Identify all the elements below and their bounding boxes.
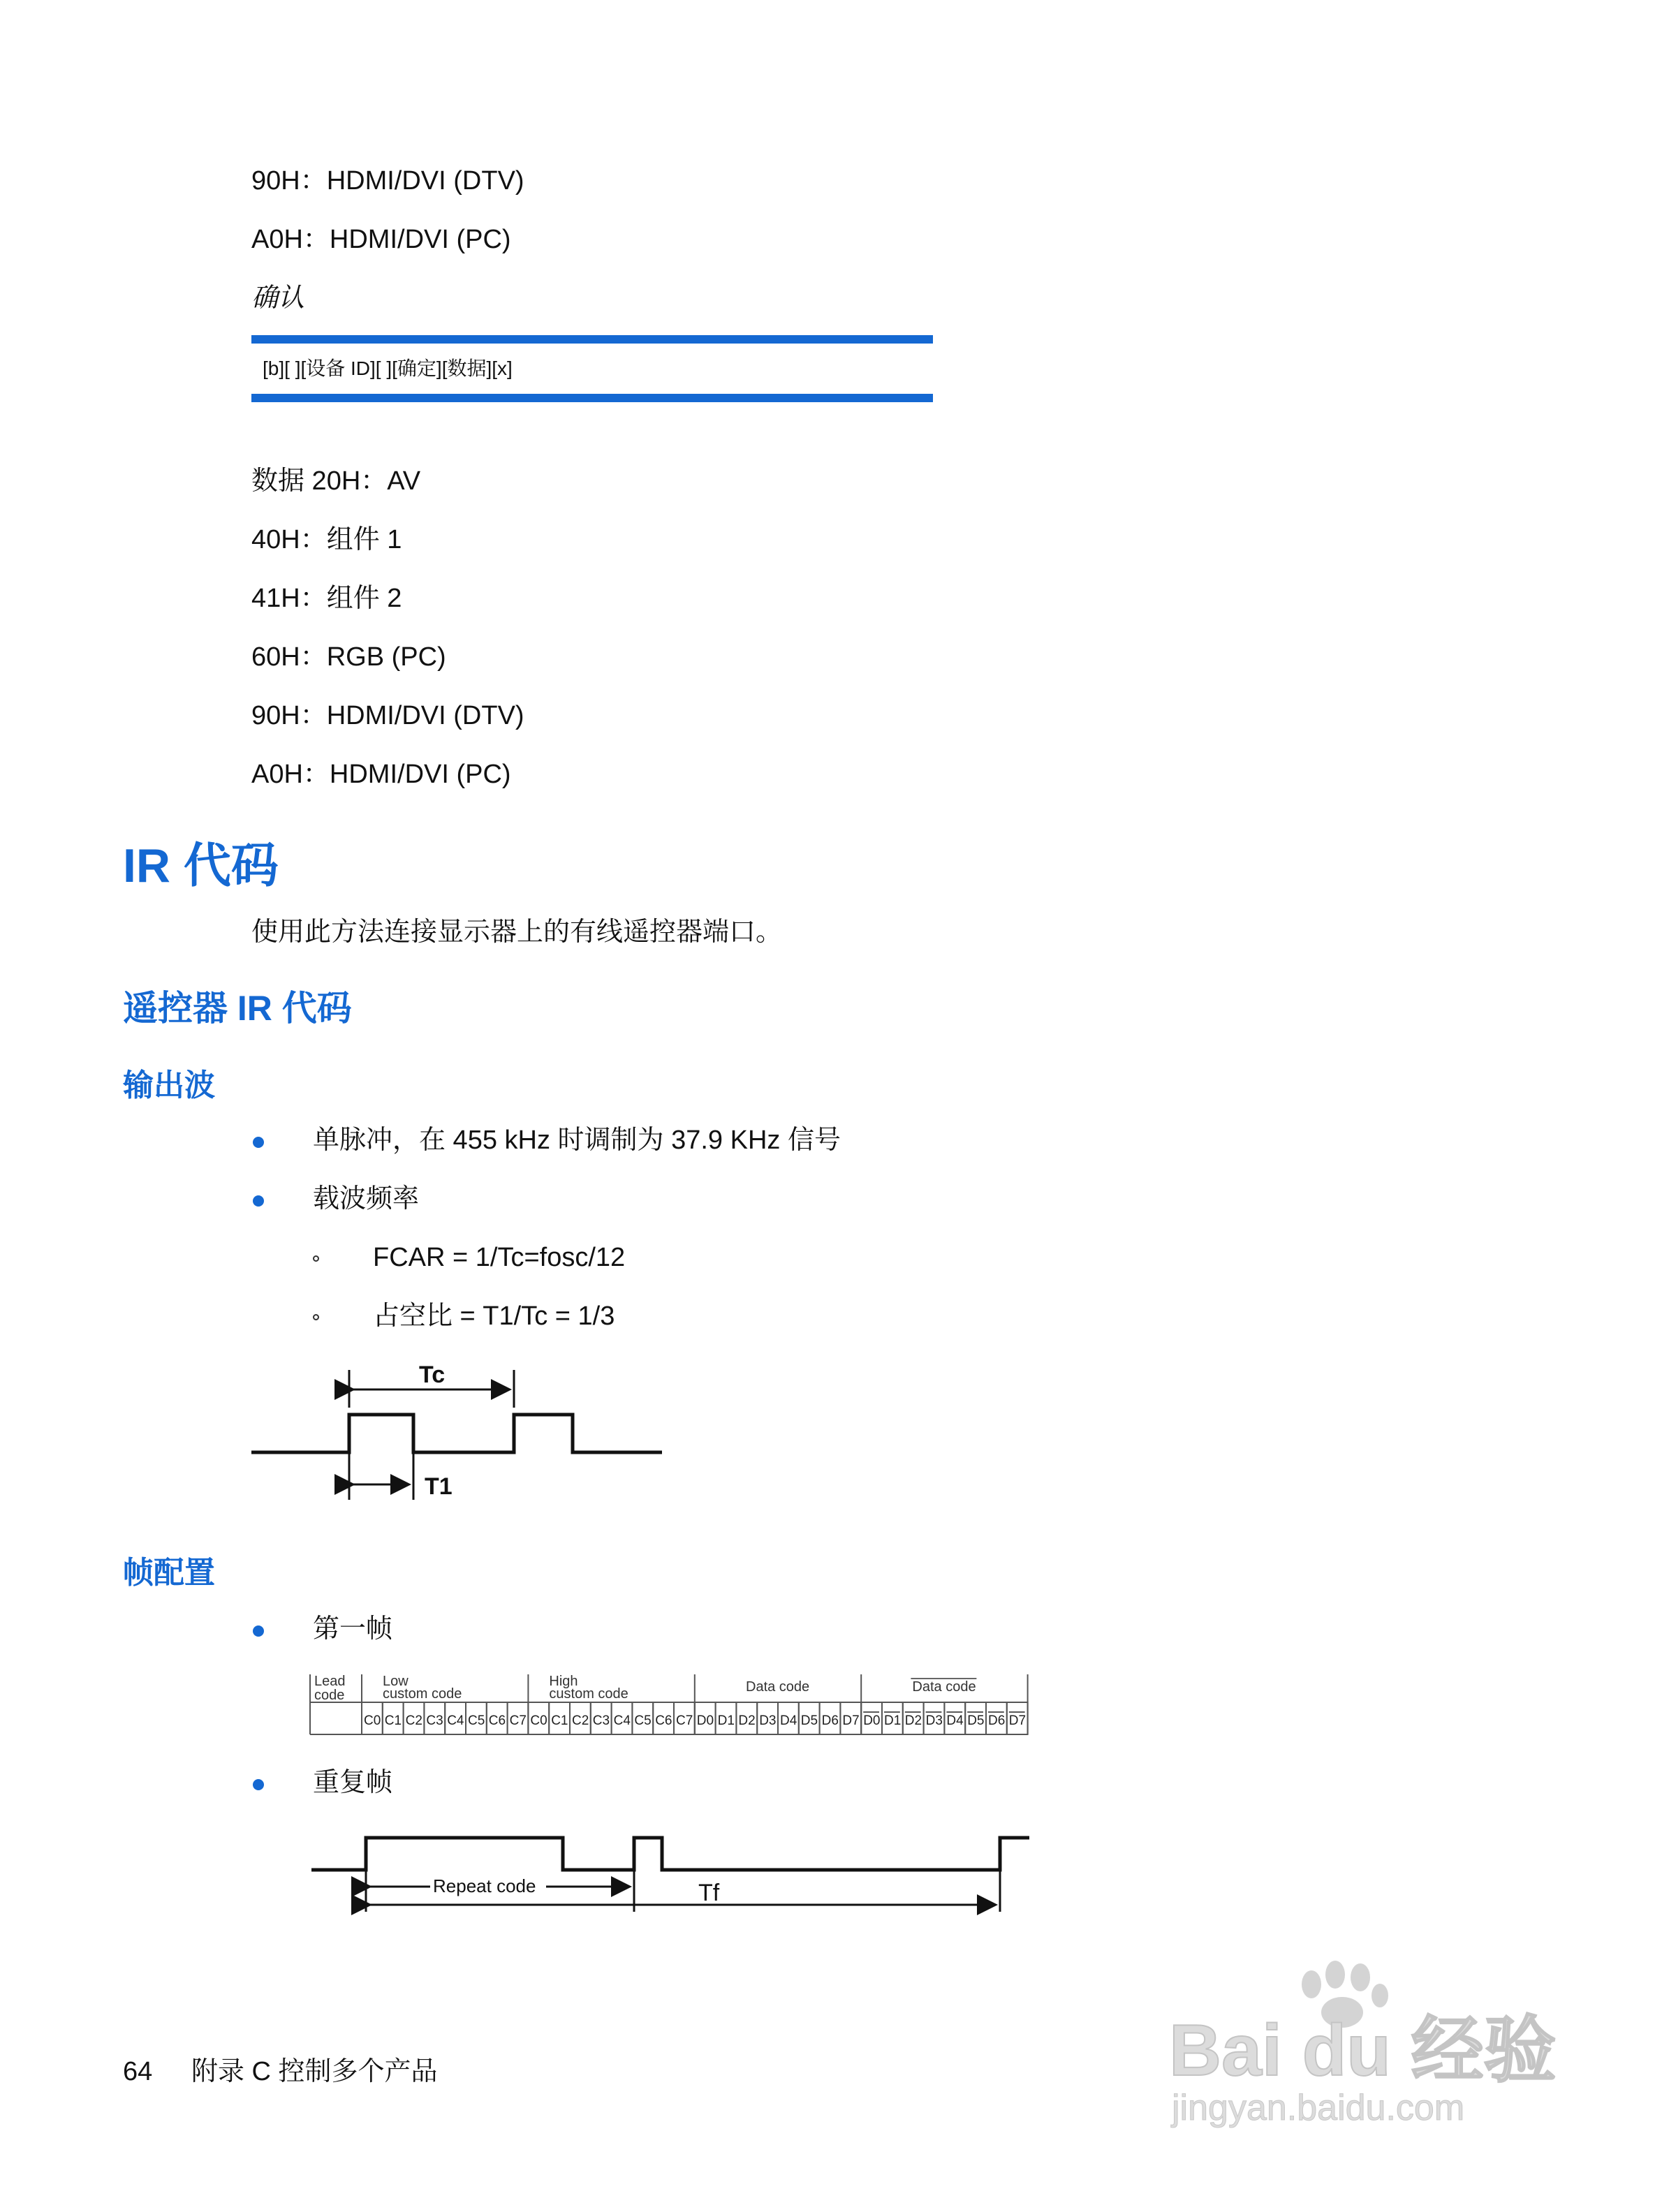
intro-item-1: 90H：HDMI/DVI (DTV) — [251, 166, 524, 196]
bullet-dot — [253, 1137, 264, 1148]
data-item-2: 40H：组件 1 — [251, 525, 402, 554]
baidu-watermark — [1159, 1955, 1592, 2137]
bullet-dot — [253, 1779, 264, 1790]
frame-heading: 帧配置 — [123, 1556, 215, 1590]
tf-label: Tf — [698, 1880, 720, 1906]
bit-label: D2 — [738, 1713, 756, 1728]
bit-label: C2 — [572, 1713, 589, 1728]
confirm-label: 确认 — [251, 283, 305, 313]
lead-label-line1: Lead — [314, 1674, 346, 1689]
frame-bullet-1: 第一帧 — [313, 1614, 393, 1644]
frame-table — [307, 1672, 1034, 1741]
bullet-dot — [253, 1625, 264, 1637]
output-sub-1: FCAR = 1/Tc=fosc/12 — [373, 1243, 626, 1272]
data-item-6: A0H：HDMI/DVI (PC) — [251, 760, 511, 789]
data-item-3: 41H：组件 2 — [251, 584, 402, 613]
output-heading: 输出波 — [123, 1068, 215, 1103]
bit-label: C3 — [592, 1713, 610, 1728]
repeat-code-label: Repeat code — [433, 1875, 536, 1896]
group-label: Low — [383, 1674, 409, 1689]
bullet-dot — [253, 1195, 264, 1207]
ir-description: 使用此方法连接显示器上的有线遥控器端口。 — [251, 917, 783, 947]
bit-label: C4 — [613, 1713, 631, 1728]
footer-section: 附录 C 控制多个产品 — [191, 2057, 438, 2086]
ir-heading: IR 代码 — [123, 839, 279, 892]
bit-label: D7 — [842, 1713, 860, 1728]
output-sub-2: 占空比 = T1/Tc = 1/3 — [373, 1302, 615, 1331]
t1-label: T1 — [425, 1473, 453, 1500]
code-box-bottom-rule — [251, 394, 933, 402]
sub-bullet-circle — [313, 1314, 319, 1320]
intro-item-2: A0H：HDMI/DVI (PC) — [251, 225, 511, 254]
bit-label: D3 — [759, 1713, 777, 1728]
bit-label: C0 — [364, 1713, 381, 1728]
bit-label: C1 — [384, 1713, 402, 1728]
watermark-url: jingyan.baidu.com — [1172, 2088, 1465, 2128]
remote-heading: 遥控器 IR 代码 — [123, 989, 352, 1028]
bit-label: D5 — [967, 1713, 985, 1728]
code-box-top-rule — [251, 335, 933, 344]
confirm-code: [b][ ][设备 ID][ ][确定][数据][x] — [263, 357, 513, 379]
group-label: Data code — [912, 1679, 976, 1695]
repeat-frame-diagram — [307, 1822, 1034, 1920]
output-bullet-2: 载波频率 — [313, 1184, 420, 1214]
tc-label: Tc — [419, 1362, 446, 1388]
carrier-waveform-diagram — [249, 1357, 668, 1518]
page-number: 64 — [123, 2057, 153, 2086]
output-bullet-1: 单脉冲，在 455 kHz 时调制为 37.9 KHz 信号 — [313, 1126, 841, 1155]
group-label: Data code — [746, 1679, 810, 1695]
bit-label: C2 — [405, 1713, 422, 1728]
data-item-5: 90H：HDMI/DVI (DTV) — [251, 701, 524, 730]
bit-label: C1 — [551, 1713, 568, 1728]
group-label: custom code — [549, 1686, 628, 1702]
bit-label: D6 — [821, 1713, 839, 1728]
bit-label: D0 — [696, 1713, 714, 1728]
bit-label: D1 — [884, 1713, 902, 1728]
bit-label: D5 — [800, 1713, 818, 1728]
bit-label: D4 — [946, 1713, 964, 1728]
bit-label: C3 — [426, 1713, 443, 1728]
bit-label: C7 — [509, 1713, 527, 1728]
sub-bullet-circle — [313, 1255, 319, 1262]
bit-label: D0 — [863, 1713, 881, 1728]
data-item-1: 数据 20H：AV — [251, 466, 421, 496]
lead-label-line2: code — [314, 1688, 345, 1703]
data-item-4: 60H：RGB (PC) — [251, 642, 446, 672]
bit-label: D4 — [780, 1713, 797, 1728]
bit-label: C6 — [655, 1713, 672, 1728]
bit-label: C6 — [488, 1713, 506, 1728]
group-label: custom code — [383, 1686, 462, 1702]
bit-label: D1 — [717, 1713, 735, 1728]
bit-label: D7 — [1008, 1713, 1027, 1728]
watermark-brand: Bai du 经验 — [1169, 2010, 1557, 2091]
bit-label: C5 — [634, 1713, 652, 1728]
bit-label: D3 — [925, 1713, 943, 1728]
bit-label: C0 — [530, 1713, 547, 1728]
bit-label: C7 — [676, 1713, 693, 1728]
group-label: High — [549, 1674, 578, 1689]
bit-label: C4 — [447, 1713, 464, 1728]
frame-bullet-2: 重复帧 — [313, 1768, 393, 1797]
bit-label: C5 — [468, 1713, 485, 1728]
bit-label: D6 — [988, 1713, 1006, 1728]
bit-label: D2 — [904, 1713, 922, 1728]
